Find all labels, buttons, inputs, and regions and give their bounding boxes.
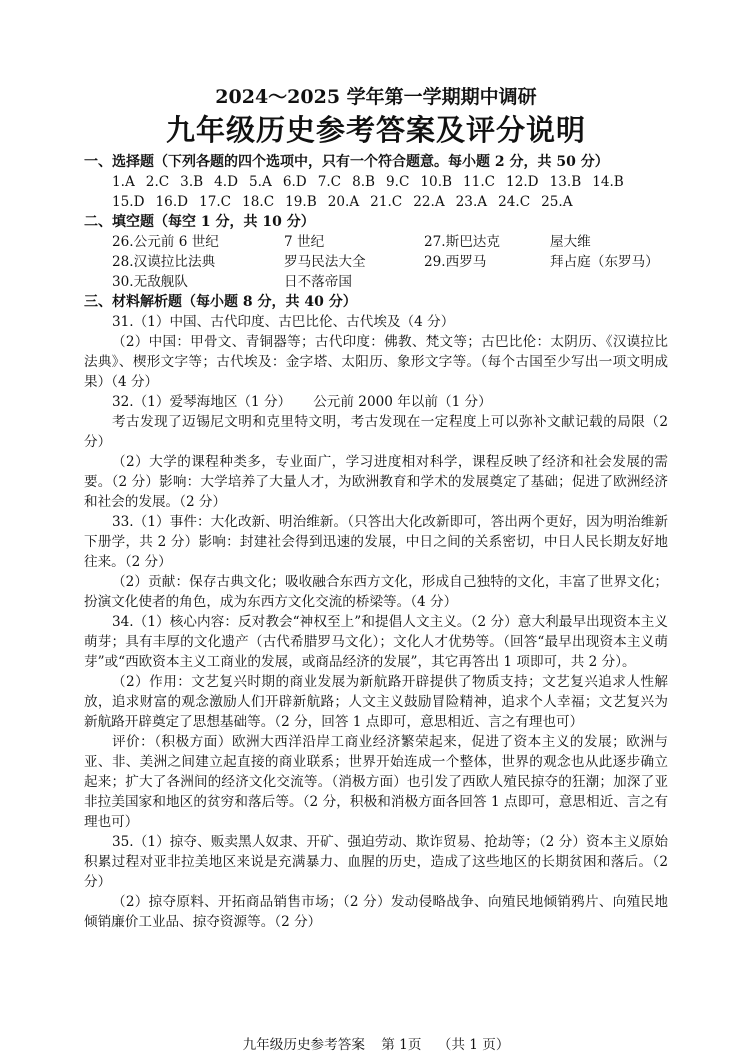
fill-in-answer: 26.公元前 6 世纪 [112, 234, 219, 250]
fill-in-answer [424, 272, 550, 292]
exam-subtitle: 2024～2025 学年第一学期期中调研 [215, 86, 537, 108]
answer-item: 21.C [370, 194, 403, 210]
fill-in-answer: 日不落帝国 [284, 274, 352, 290]
answer-32-part-2: （2）大学的课程种类多，专业面广，学习进度相对科学，课程反映了经济和社会发展的需要。（2 分）影响：大学培养了大量人才，为欧洲教育和学术的发展奠定了基础；促进了欧洲经济和社会的发展。（2 分） [84, 454, 668, 510]
answer-item: 15.D [112, 194, 145, 210]
answer-item: 6.D [282, 174, 307, 190]
answer-item: 22.A [413, 194, 445, 210]
answer-item: 4.D [214, 174, 239, 190]
fill-in-answer: 27.斯巴达克 [424, 234, 500, 250]
answer-item: 19.B [285, 194, 317, 210]
answer-item: 23.A [455, 194, 488, 210]
footer-total-pages: （共 1 页） [437, 1037, 510, 1053]
multiple-choice-answers-row-2 [84, 192, 668, 212]
answer-item: 16.D [155, 194, 189, 210]
section-multiple-choice-heading: 一、选择题（下列各题的四个选项中，只有一个符合题意。每小题 2 分，共 50 分） [84, 154, 609, 170]
answer-item: 1.A [112, 174, 135, 190]
page-footer [0, 1033, 752, 1053]
answer-item: 5.A [249, 174, 272, 190]
footer-page-number: 第 1页 [381, 1037, 422, 1053]
answer-item: 18.C [242, 194, 275, 210]
fill-in-answer: 罗马民法大全 [284, 254, 366, 270]
answer-item: 20.A [327, 194, 360, 210]
answer-item: 13.B [549, 174, 582, 190]
section-fill-in-heading: 二、填空题（每空 1 分，共 10 分） [84, 214, 315, 230]
answer-item: 12.D [506, 174, 539, 190]
answer-33-part-1: 33.（1）事件：大化改新、明治维新。（只答出大化改新即可，答出两个更好，因为明治维新下册学，共 2 分）影响：封建社会得到迅速的发展，中日之间的关系密切，中日人民长期友好地往来。（2 分） [84, 514, 668, 570]
answer-item: 3.B [180, 174, 204, 190]
answer-31-part-2: （2）中国：甲骨文、青铜器等；古代印度：佛教、梵文等；古巴比伦：太阴历、《汉谟拉比法典》、楔形文字等；古代埃及：金字塔、太阳历、象形文字等。（每个古国至少写出一项文明成果）（4 分） [84, 334, 668, 390]
fill-in-answer: 屋大维 [550, 234, 591, 250]
page-title: 九年级历史参考答案及评分说明 [165, 113, 586, 147]
answer-32-archaeology: 考古发现了迈锡尼文明和克里特文明，考古发现在一定程度上可以弥补文献记载的局限（2 分） [84, 414, 668, 450]
answer-item: 11.C [463, 174, 496, 190]
fill-in-answer: 28.汉谟拉比法典 [112, 254, 216, 270]
fill-in-answer: 30.无敌舰队 [112, 274, 188, 290]
section-material-analysis-heading: 三、材料解析题（每小题 8 分，共 40 分） [84, 294, 357, 310]
answer-item: 14.B [592, 174, 624, 190]
fill-in-answer [550, 272, 700, 292]
answer-34-part-2: （2）作用：文艺复兴时期的商业发展为新航路开辟提供了物质支持；文艺复兴追求人性解放，追求财富的观念激励人们开辟新航路；人文主义鼓励冒险精神，追求个人幸福；文艺复兴为新航路开辟奠定了思想基础等。（2 分，回答 1 点即可，意思相近、言之有理也可） [84, 674, 668, 730]
answer-item: 9.C [386, 174, 410, 190]
answer-32-part-1 [84, 392, 668, 412]
answer-item: 24.C [498, 194, 531, 210]
answer-item: 7.C [317, 174, 342, 190]
answer-34-evaluation: 评价：（积极方面）欧洲大西洋沿岸工商业经济繁荣起来，促进了资本主义的发展；欧洲与亚、非、美洲之间建立起直接的商业联系；世界开始连成一个整体，世界的观念也从此逐步确立起来；扩大了各洲间的经济文化交流等。（消极方面）也引发了西欧人殖民掠夺的狂潮；加深了亚非拉美国家和地区的贫穷和落后等。（2 分，积极和消极方面各回答 1 点即可，意思相近、言之有理也可） [84, 734, 668, 830]
fill-in-answer: 29.西罗马 [424, 254, 487, 270]
answer-35-part-1: 35.（1）掠夺、贩卖黑人奴隶、开矿、强迫劳动、欺诈贸易、抢劫等；（2 分）资本主义原始积累过程对亚非拉美地区来说是充满暴力、血腥的历史，造成了这些地区的长期贫困和落后。（2 分） [84, 834, 668, 890]
footer-label: 九年级历史参考答案 [242, 1037, 365, 1053]
answer-31-part-1: 31.（1）中国、古代印度、古巴比伦、古代埃及（4 分） [112, 314, 455, 330]
answer-item: 2.C [145, 174, 170, 190]
answer-34-part-1: 34.（1）核心内容：反对教会“神权至上”和提倡人文主义。（2 分）意大利最早出现资本主义萌芽；具有丰厚的文化遗产（古代希腊罗马文化）；文化人才优势等。（回答“最早出现资本主义萌芽”或“西欧资本主义工商业的发展，或商品经济的发展”，其它再答出 1 项即可，共 2 分）。 [84, 614, 668, 670]
fill-in-answers-grid [84, 232, 668, 292]
fill-in-answer: 7 世纪 [284, 234, 325, 250]
answer-item: 10.B [420, 174, 453, 190]
multiple-choice-answers-row-1 [84, 172, 668, 192]
answer-33-part-2: （2）贡献：保存古典文化；吸收融合东西方文化，形成自己独特的文化，丰富了世界文化；扮演文化使者的角色，成为东西方文化交流的桥梁等。（4 分） [84, 574, 668, 610]
answer-35-part-2: （2）掠夺原料、开拓商品销售市场；（2 分）发动侵略战争、向殖民地倾销鸦片、向殖民地倾销廉价工业品、掠夺资源等。（2 分） [84, 894, 668, 930]
answer-item: 25.A [541, 194, 573, 210]
fill-in-answer: 拜占庭（东罗马） [550, 254, 659, 270]
answer-32-date: 公元前 2000 年以前（1 分） [313, 394, 492, 410]
answer-item: 17.C [199, 194, 232, 210]
answer-32-region: 32.（1）爱琴海地区（1 分） [112, 394, 292, 410]
answer-item: 8.B [352, 174, 376, 190]
